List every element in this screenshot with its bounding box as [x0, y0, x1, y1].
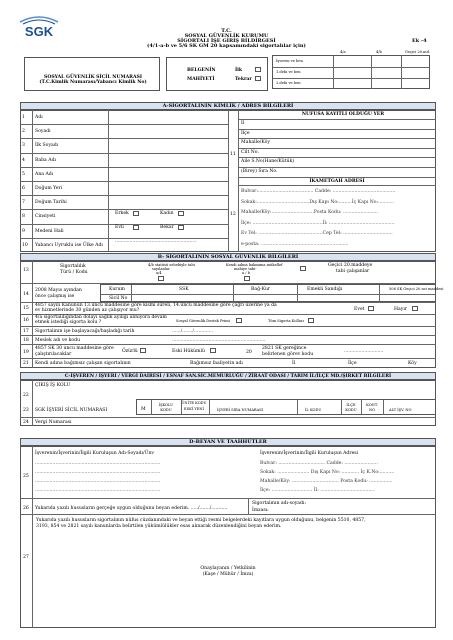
row-1-label: Adı	[35, 115, 43, 120]
row16-text-1: 4/a sigortalılığından dolayı sağlık ayılığı alınıyora devam	[35, 315, 167, 320]
isyeri-sira-label: İŞYERİ SIRA NUMARASI	[217, 408, 264, 412]
employer-address-line-3[interactable]: İlçe: ............................ İl: .....................................	[260, 488, 375, 493]
section-a-title: A-SİGORTALININ KİMLİK / ADRES BİLGİLERİ	[20, 102, 436, 110]
eski-hukumlu-checkbox[interactable]	[210, 348, 216, 353]
row17-no: 17	[23, 329, 29, 334]
nufus-divider	[238, 129, 436, 130]
sicil-subtitle: (T.C.Kimlik Numarası/Yabancı Kimlik No)	[39, 80, 147, 85]
row15-text-2: ev hizmetlerinde 30 günden az çalışıyor mu?	[35, 308, 140, 313]
row24-label: Vergi Numarası	[35, 420, 72, 425]
row-8-label: Cinsiyeti	[35, 214, 56, 220]
row13-label-1: Sigortalılık	[60, 264, 86, 269]
employer-name-line-0[interactable]: ......................................................................................	[35, 461, 161, 466]
bagimsiz-koy-label: Köy	[408, 361, 417, 366]
row-10-label: Yabancı Uyruklu ise Ülke Adı	[35, 242, 103, 248]
gecici20-label: 506 SK Geçici 20.nci maddesi	[389, 287, 444, 291]
b-col3-sub: tabi çalışanlar	[336, 269, 370, 274]
row15-no: 15	[23, 306, 29, 311]
header-form-title: SİGORTALI İŞE GİRİŞ BİLDİRGESİ	[177, 38, 276, 44]
row26-no: 26	[23, 506, 29, 511]
ikamet-line-5[interactable]: e-posta: ............................................................	[241, 241, 349, 247]
row-3-input[interactable]	[110, 139, 228, 151]
employer-address-line-2[interactable]: Mahalle/Köy: ................................ Posta Kodu: ................	[260, 479, 393, 484]
nufus-divider	[238, 167, 436, 168]
row16-no: 16	[23, 318, 29, 323]
row-7-label: Doğum Tarihi	[35, 200, 67, 206]
bekar-label: Bekar	[160, 225, 174, 230]
nufus-divider	[238, 157, 436, 158]
isyeri-sicil-grid[interactable]	[136, 399, 436, 415]
emekli-label: Emekli Sandığı	[307, 287, 343, 292]
col-gecici: Geçici 20.md.	[405, 50, 431, 54]
section-b-title: B- SİGORTALININ SOSYAL GÜVENLİK BİLGİLERİ	[20, 253, 436, 261]
bagimsiz-label: Bağımsız faaliyetin adı	[190, 361, 243, 366]
m-label: M	[141, 407, 146, 412]
sicil-no-label: Sicil No	[109, 296, 128, 301]
col-4a: 4/a	[340, 50, 346, 54]
ikamet-divider	[238, 185, 436, 186]
row14-label-2: önce çalışmış ise	[35, 294, 75, 299]
nufus-divider	[238, 148, 436, 149]
evet-label: Evet	[354, 307, 365, 312]
tum-sigorta-label: Tüm Sigorta Kolları	[268, 319, 304, 323]
nufus-field-4: Aile S.No(Hane/Kütük)	[241, 159, 295, 165]
ilce-kodu-label: İLÇE KODU	[345, 403, 357, 412]
row16-text-2: etmek istediği sigorta kolu ?	[35, 320, 102, 325]
nufus-divider	[238, 119, 436, 120]
row20-label-2: belirlenen görev kodu	[262, 352, 314, 357]
row22-label: ÇIKIŞ İŞ KOLU	[35, 383, 71, 388]
ikamet-row-no: 12	[230, 212, 236, 217]
b-col1-label: 4/b statüsü sebebiyle tabi	[148, 263, 195, 267]
nufus-row-no: 11	[230, 152, 236, 157]
kadin-checkbox[interactable]	[178, 211, 184, 216]
iskolu-label: İŞKOLU KODU	[158, 403, 174, 412]
b-col2-code: a / b	[242, 271, 250, 275]
erkek-label: Erkek	[115, 211, 129, 216]
header-tc: T.C.	[221, 28, 232, 34]
row-2-input[interactable]	[110, 125, 228, 137]
sicil-box[interactable]	[24, 57, 160, 91]
ikamet-line-3[interactable]: İlçe: ................................................İl: .............................................	[241, 220, 395, 226]
row19-label-1: 4857 SK 30 uncu maddesine göre	[35, 346, 114, 351]
row-5-no: 5	[22, 171, 25, 177]
row-1-no: 1	[22, 115, 25, 120]
ikamet-line-2[interactable]: Mahalle/Köy:.............................Posta Kodu: ........................	[241, 210, 379, 215]
ikamet-line-4[interactable]: Ev Tel: ............................................Cep Tel: ..................................	[241, 231, 393, 236]
row-6-label: Doğum Yeri	[35, 186, 63, 191]
row-10-no: 10	[22, 242, 28, 248]
nufus-field-3: Cilt No.	[241, 149, 259, 155]
nufus-divider	[238, 138, 436, 139]
unite-label: ÜNİTE KODU	[181, 401, 207, 405]
onay-kase-label: (Kaşe / Mühür / İmza)	[202, 572, 254, 577]
row27-no: 27	[23, 555, 29, 560]
employer-name-line-1[interactable]: ......................................................................................	[35, 470, 161, 475]
bekar-checkbox[interactable]	[178, 225, 184, 230]
ssk-label: SSK	[179, 287, 189, 292]
hayir-label: Hayır	[394, 307, 408, 312]
label-value-divider	[108, 110, 109, 252]
evli-label: Evli	[115, 225, 124, 230]
row22-no: 22	[23, 393, 29, 398]
row19-label-2: çalıştırılacaklar	[35, 352, 72, 357]
row20-gorev-input[interactable]: ...........................	[344, 349, 384, 354]
row14-no: 14	[23, 292, 29, 297]
row-6-no: 6	[22, 186, 25, 191]
row-4-no: 4	[22, 157, 25, 163]
kadin-label: Kadın	[160, 211, 174, 216]
row26-text: Yukarıda yazılı hususların gerçeğe uygun olduğunu beyan ederim. ...../......./...........	[35, 506, 228, 511]
ikamet-line-0[interactable]: Bulvar:...................................... Cadde: ...........................................	[241, 189, 396, 194]
ilk-label: İlk	[235, 68, 243, 73]
b-col2-sub: mahiye tabi-	[234, 267, 257, 271]
row-9-label: Medeni Hali	[35, 228, 64, 234]
nufus-field-1: İlçe	[241, 130, 250, 136]
sigortali-imza-label: İmzası:	[252, 508, 269, 513]
bagimsiz-il-label: İl	[292, 361, 296, 366]
header-subtitle: (4/1-a-b ve 5/6 SK GM 20 kapsamındaki sigortalılar için)	[147, 43, 306, 49]
ikamet-line-1[interactable]: Sokak:....................................Dış Kapı No:.........İç Kapı No:...........	[241, 199, 395, 205]
b-col3-label: Geçici 20.maddeye	[328, 263, 373, 268]
statu-grid	[272, 55, 430, 89]
row15-text-1: 4857 sayılı Kanunun 13.üncü maddesine göre kısmi süreli, 14.üncü maddesine göre çağrı üzerine ya da	[35, 303, 277, 308]
col-4b: 4/b	[376, 50, 382, 54]
nufus-field-5: (Birey) Sıra No.	[241, 169, 278, 174]
nufus-end	[238, 177, 436, 178]
row-3-label: İlk Soyadı	[35, 143, 59, 149]
nufus-field-2: Mahalle/Köy	[241, 140, 271, 146]
row-7-input[interactable]	[110, 196, 228, 208]
row20-label-1: 2821 SK gereğince	[262, 346, 307, 351]
row25-left-title: İşverenin/İşverinin/İlgili Kuruluşun Adı-Soyadı/Ünv	[35, 451, 155, 456]
row13-label-2: Türü / Kodu	[60, 270, 88, 275]
statu-row-1: İşveren ve ben	[276, 59, 303, 63]
employer-name-line-3[interactable]: ......................................................................................	[35, 488, 161, 493]
row-6-input[interactable]	[110, 182, 228, 194]
eski-yeni-label: ESKİ YENİ	[184, 407, 204, 411]
sicil-title: SOSYAL GÜVENLİK SİCİL NUMARASI	[44, 75, 142, 80]
row25-no: 25	[23, 474, 29, 479]
evli-checkbox[interactable]	[133, 225, 139, 230]
onay-label: Onaylayanın / Yetkilinin	[200, 566, 256, 571]
annex-label: Ek -4	[412, 38, 427, 44]
sosyal-destek-label: Sosyal Güvenlik Destek Primi	[176, 319, 230, 323]
row21-label: Kendi adına bağımsız çalışan sigortalının	[35, 361, 131, 366]
row-divider	[20, 224, 228, 225]
row27-text-2: 3193, 854 ve 2821 sayılı kanunlarda belirtilen yükümlülükler esas alınarak düzenlendiğini beyan ederim.	[36, 524, 282, 529]
row-7-no: 7	[22, 200, 25, 206]
row17-label: Sigortalının işe başlayacağı/başladığı tarih	[35, 329, 135, 334]
b-col1-code: a/4	[156, 271, 162, 275]
header-institution: SOSYAL GÜVENLİK KURUMU	[184, 33, 269, 39]
bagkur-label: Bağ-Kur	[251, 287, 271, 292]
nufus-title: NUFUSA KAYITLI OLDUĞU YER	[301, 112, 385, 117]
ulke-input[interactable]: ........................................................	[115, 239, 197, 244]
row25-right-title: İşverenin/İşverinin/İlgili Kuruluşun Adresi	[260, 451, 359, 456]
sigortali-adi-label: Sigortalının adı-soyadı:	[252, 501, 307, 506]
tekrar-label: Tekrar	[235, 77, 252, 82]
row20-no: 20	[246, 350, 252, 355]
bagimsiz-ilce-label: İlçe	[348, 361, 357, 366]
row18-label: Meslek adı ve kodu	[35, 338, 81, 343]
row18-no: 18	[23, 338, 29, 343]
b-col3-checkbox[interactable]	[300, 266, 306, 271]
row27-text-1: Yukarıda yazılı hususların sigortalının nüfus cüzdanındaki ve beyan ettiği resmi belgelerdeki kayıtlara uygun olduğunu, belgenin 5510, 4857,	[36, 518, 366, 523]
ozurlu-checkbox[interactable]	[140, 348, 146, 353]
row23-no: 23	[23, 408, 29, 413]
section-d-title: D-BEYAN VE TAAHHÜTLER	[20, 438, 436, 446]
row-8-no: 8	[22, 214, 25, 220]
b-col1-checkbox[interactable]	[158, 276, 164, 281]
ikamet-title: İKAMETGAH ADRESİ	[309, 179, 365, 184]
b-col1-sub: sayılanlar	[152, 267, 170, 271]
kontrol-label: KONT. NO	[366, 403, 378, 412]
row-3-no: 3	[22, 143, 25, 149]
mahiyet-box	[166, 57, 268, 91]
statu-row-3: 2.defa ve ben	[276, 81, 301, 85]
row18-meslek-input[interactable]: ................................................................	[172, 338, 266, 343]
nufus-field-0: İl	[241, 121, 245, 126]
il-kodu-label: İL KODU	[305, 408, 322, 412]
row17-date-input[interactable]: ....../......./.............	[172, 329, 214, 334]
employer-address-line-1[interactable]: Sokak: ...................... Dış Kapı No: ............ İç K.No:..........	[260, 470, 395, 475]
row-5-input[interactable]	[110, 168, 228, 180]
row-1-input[interactable]	[110, 111, 228, 123]
ozurlu-label: Özürlü	[122, 349, 138, 354]
eski-hukumlu-label: Eski Hükümlü	[172, 349, 205, 354]
employer-name-line-2[interactable]: ......................................................................................	[35, 479, 161, 484]
kurum-grid[interactable]	[100, 284, 444, 302]
sosyal-destek-checkbox[interactable]	[236, 318, 242, 323]
row-2-label: Soyadı	[35, 129, 51, 135]
b-col2-label: Kendi adına bakmıma mükellef	[226, 263, 283, 267]
ilk-checkbox[interactable]	[255, 67, 261, 72]
row-5-label: Ana Adı	[35, 171, 54, 177]
statu-row-2: 1.defa ve ben	[276, 70, 301, 74]
mahiyeti-label: MAHİYETİ	[187, 77, 215, 82]
row21-no: 21	[23, 361, 29, 366]
row-9-no: 9	[22, 228, 25, 234]
tum-sigorta-checkbox[interactable]	[308, 318, 314, 323]
evet-checkbox[interactable]	[368, 306, 374, 311]
svg-text:SGK: SGK	[24, 24, 54, 39]
belgenin-label: BELGENİN	[187, 68, 216, 73]
row13-no: 13	[23, 268, 29, 273]
erkek-checkbox[interactable]	[133, 211, 139, 216]
tekrar-checkbox[interactable]	[255, 76, 261, 81]
row24-no: 24	[23, 420, 29, 425]
kurum-label: Kurum	[109, 287, 125, 292]
row-4-input[interactable]	[110, 154, 228, 166]
row-4-label: Baba Adı	[35, 157, 56, 163]
row-2-no: 2	[22, 129, 25, 135]
alt-isv-label: ALT İŞV. NO	[389, 408, 412, 412]
row19-no: 19	[23, 350, 29, 355]
b-col2-checkbox[interactable]	[244, 276, 250, 281]
row23-label: SGK İŞYERİ SİCİL NUMARASI	[35, 408, 108, 413]
row14-label-1: 2008 Mayıs ayından	[35, 288, 82, 293]
hayir-checkbox[interactable]	[412, 306, 418, 311]
section-c-title: C-İŞVEREN / İŞYERİ / VERGİ DAİRESİ / ESNAF SAN.SİC.MEMURLUĞU / ZİRAAT ODASI / TARIM İL/İLÇE MD./ŞİRKET BİLGİLERİ	[20, 372, 436, 380]
employer-address-line-0[interactable]: Bulvar: ................................ Cadde: .......................	[260, 461, 378, 466]
